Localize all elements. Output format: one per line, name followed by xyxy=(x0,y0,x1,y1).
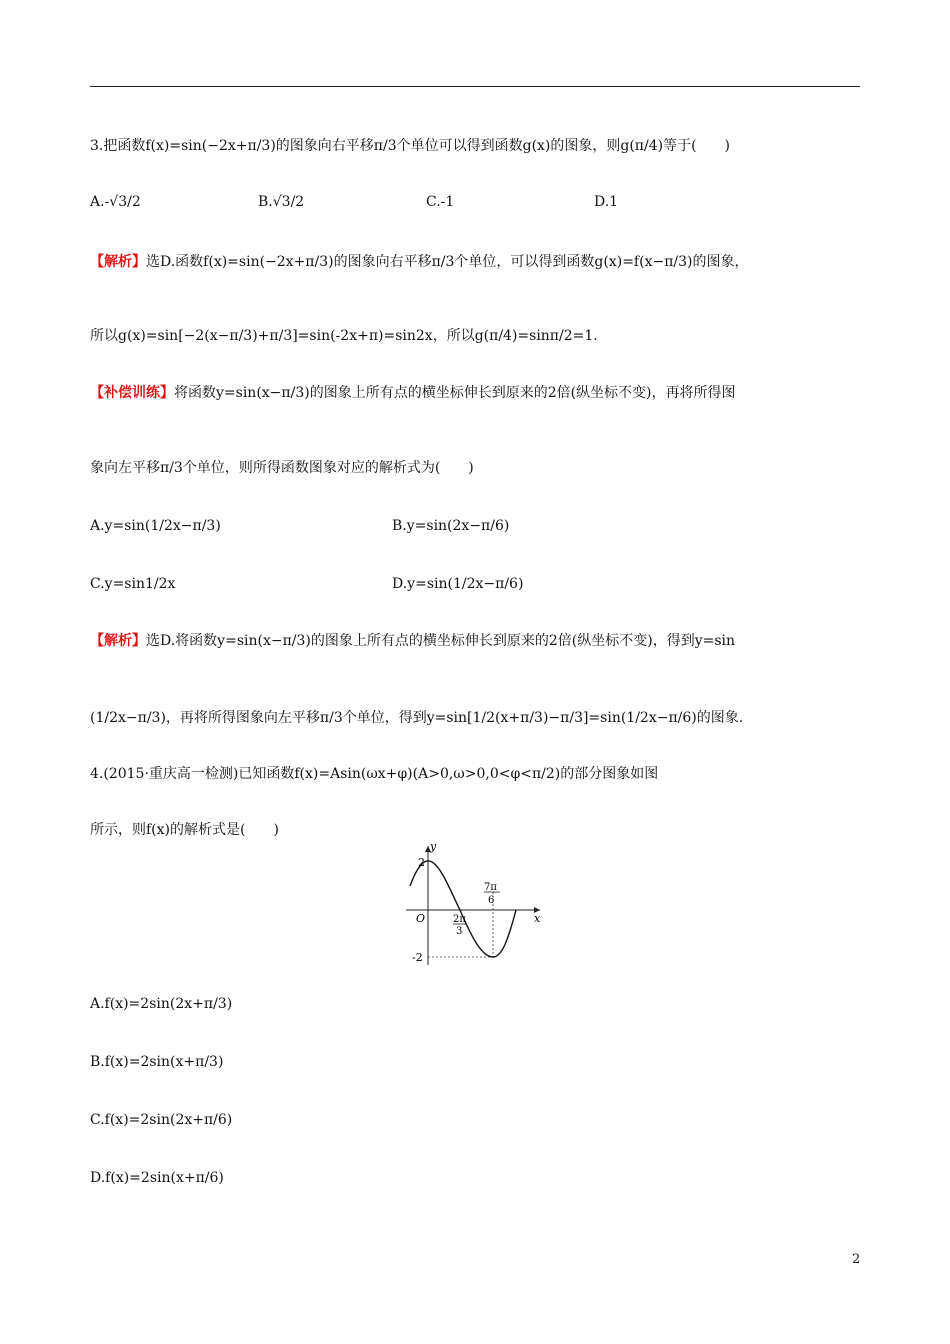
origin-label: O xyxy=(416,912,426,925)
practice-analysis-line-2: (1/2x−π/3)，再将所得图象向左平移π/3个单位，得到y=sin[1/2(x+π/3)−π/3]=sin(1/2x−π/6)的图象. xyxy=(90,710,744,726)
q3-option-b: B.√3/2 xyxy=(258,194,305,210)
q4-stem-line-2: 所示，则f(x)的解析式是( ) xyxy=(90,822,279,838)
sine-curve xyxy=(410,861,516,957)
x-axis-label: x xyxy=(534,912,541,925)
tick-7pi6-num: 7π xyxy=(484,882,497,893)
q4-option-c: C.f(x)=2sin(2x+π/6) xyxy=(90,1112,233,1128)
practice-tag: 【补偿训练】 xyxy=(90,385,174,401)
q3-option-d: D.1 xyxy=(594,194,619,210)
tick-7pi6-den: 6 xyxy=(488,895,495,906)
q4-option-b: B.f(x)=2sin(x+π/3) xyxy=(90,1054,224,1070)
practice-stem-line-1 xyxy=(90,383,736,403)
practice-option-d: D.y=sin(1/2x−π/6) xyxy=(392,576,524,592)
practice-stem-line-2: 象向左平移π/3个单位，则所得函数图象对应的解析式为( ) xyxy=(90,460,474,476)
analysis-tag: 【解析】 xyxy=(90,254,146,270)
y-axis-label: y xyxy=(430,840,437,853)
analysis-text: 选D.将函数y=sin(x−π/3)的图象上所有点的横坐标伸长到原来的2倍(纵坐标不变)，得到y=sin xyxy=(146,633,736,649)
tick-2pi3-num: 2π xyxy=(453,914,466,925)
analysis-tag: 【解析】 xyxy=(90,633,146,649)
practice-option-b: B.y=sin(2x−π/6) xyxy=(392,518,510,534)
page-number: 2 xyxy=(852,1252,861,1267)
q3-option-a: A.-√3/2 xyxy=(90,194,141,210)
tick-2pi3-den: 3 xyxy=(456,926,463,937)
sine-graph-figure xyxy=(400,840,550,970)
q4-stem-line-1: 4.(2015·重庆高一检测)已知函数f(x)=Asin(ωx+φ)(A>0,ω>0,0<φ<π/2)的部分图象如图 xyxy=(90,766,659,782)
y-min-label: -2 xyxy=(412,951,423,964)
practice-stem-text: 将函数y=sin(x−π/3)的图象上所有点的横坐标伸长到原来的2倍(纵坐标不变)，再将所得图 xyxy=(174,385,736,401)
q4-option-d: D.f(x)=2sin(x+π/6) xyxy=(90,1170,224,1186)
practice-option-a: A.y=sin(1/2x−π/3) xyxy=(90,518,221,534)
q3-analysis-line-2: 所以g(x)=sin[−2(x−π/3)+π/3]=sin(-2x+π)=sin2x，所以g(π/4)=sinπ/2=1. xyxy=(90,328,598,344)
practice-option-c: C.y=sin1/2x xyxy=(90,576,176,592)
q4-option-a: A.f(x)=2sin(2x+π/3) xyxy=(90,996,233,1012)
analysis-text: 选D.函数f(x)=sin(−2x+π/3)的图象向右平移π/3个单位，可以得到函数g(x)=f(x−π/3)的图象， xyxy=(146,254,749,270)
practice-analysis-line-1 xyxy=(90,631,735,651)
q3-option-c: C.-1 xyxy=(426,194,455,210)
header-rule xyxy=(90,86,860,87)
q3-analysis-line-1 xyxy=(90,252,749,272)
q3-stem: 3.把函数f(x)=sin(−2x+π/3)的图象向右平移π/3个单位可以得到函数g(x)的图象，则g(π/4)等于( ) xyxy=(90,138,731,154)
y-max-label: 2 xyxy=(418,856,425,869)
